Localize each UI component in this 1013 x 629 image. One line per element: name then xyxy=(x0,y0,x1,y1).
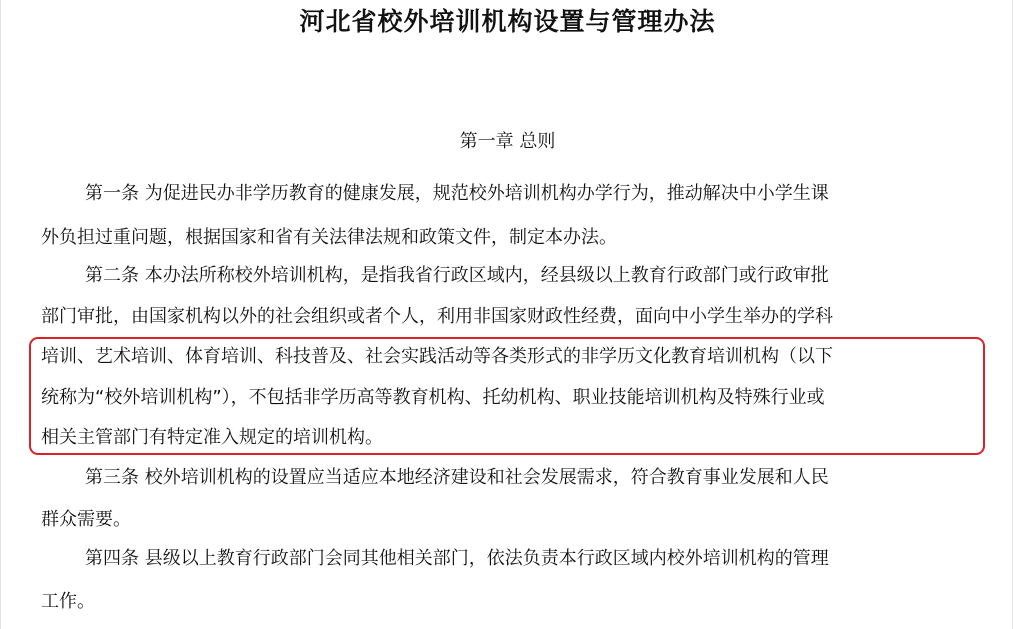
article-3-line-1: 第三条 校外培训机构的设置应当适应本地经济建设和社会发展需求，符合教育事业发展和人民 xyxy=(85,467,829,488)
article-3-line-2: 群众需要。 xyxy=(41,509,131,530)
highlight-box xyxy=(29,337,985,455)
article-4-line-2: 工作。 xyxy=(41,591,95,612)
chapter-heading: 第一章 总则 xyxy=(459,131,556,152)
article-2-line-5: 相关主管部门有特定准入规定的培训机构。 xyxy=(41,427,383,448)
article-2-line-1: 第二条 本办法所称校外培训机构，是指我省行政区域内，经县级以上教育行政部门或行政审批 xyxy=(85,265,829,286)
article-1-line-1: 第一条 为促进民办非学历教育的健康发展，规范校外培训机构办学行为，推动解决中小学生课 xyxy=(85,183,829,204)
article-2-line-4: 统称为“校外培训机构”），不包括非学历高等教育机构、托幼机构、职业技能培训机构及特殊行业或 xyxy=(41,387,825,408)
article-2-line-3: 培训、艺术培训、体育培训、科技普及、社会实践活动等各类形式的非学历文化教育培训机构（以下 xyxy=(41,346,833,367)
article-1-line-2: 外负担过重问题，根据国家和省有关法律法规和政策文件，制定本办法。 xyxy=(41,227,617,248)
document-title: 河北省校外培训机构设置与管理办法 xyxy=(299,7,716,36)
article-4-line-1: 第四条 县级以上教育行政部门会同其他相关部门，依法负责本行政区域内校外培训机构的管理 xyxy=(85,548,829,569)
article-2-line-2: 部门审批，由国家机构以外的社会组织或者个人，利用非国家财政性经费，面向中小学生举办的学科 xyxy=(41,306,833,327)
